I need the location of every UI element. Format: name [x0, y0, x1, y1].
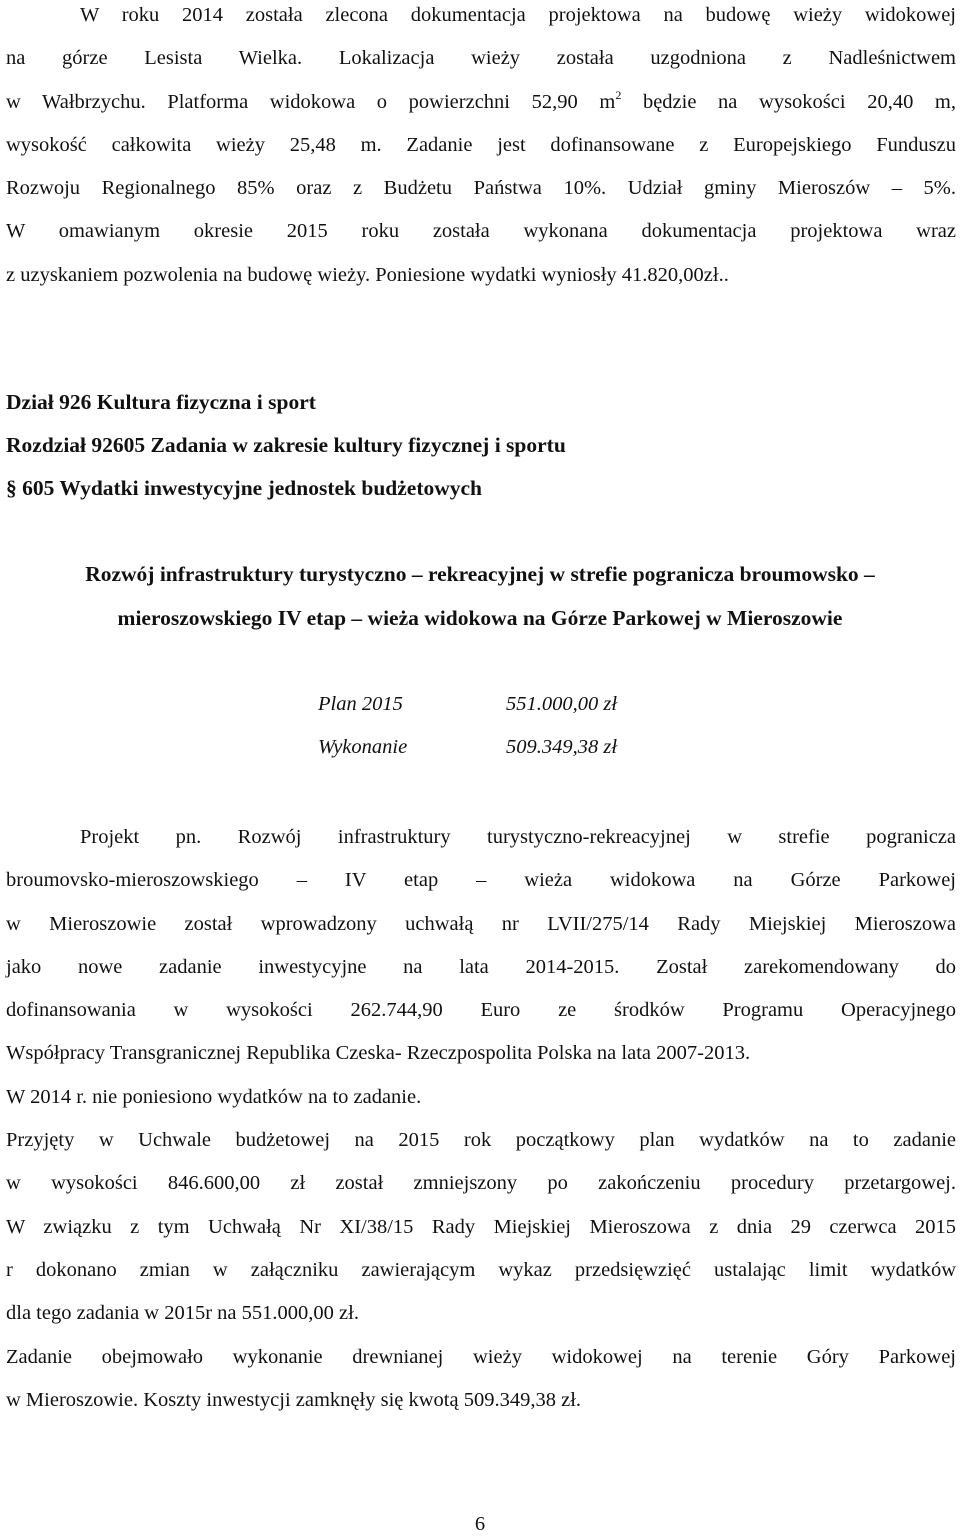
task-title-line: Rozwój infrastruktury turystyczno – rekreacyjnej w strefie pogranicza broumowsko – — [85, 562, 875, 586]
execution-row — [318, 736, 617, 759]
text-line: W omawianym okresie 2015 roku została wykonana dokumentacja projektowa wraz — [6, 220, 956, 243]
superscript: 2 — [615, 87, 622, 102]
paragraf-heading: § 605 Wydatki inwestycyjne jednostek budżetowych — [6, 476, 483, 500]
task-title-line: mieroszowskiego IV etap – wieża widokowa na Górze Parkowej w Mieroszowie — [117, 606, 843, 630]
plan-label: Plan 2015 — [318, 693, 403, 715]
text-line: Zadanie obejmowało wykonanie drewnianej wieży widokowej na terenie Góry Parkowej — [6, 1345, 956, 1368]
execution-label: Wykonanie — [318, 736, 408, 758]
text-segment: w Wałbrzychu. Platforma widokowa o powierzchni 52,90 m — [6, 90, 616, 113]
text-line: na górze Lesista Wielka. Lokalizacja wieży została uzgodniona z Nadleśnictwem — [6, 47, 956, 70]
text-line: W roku 2014 została zlecona dokumentacja projektowa na budowę wieży widokowej — [80, 4, 956, 26]
text-line: dofinansowania w wysokości 262.744,90 Euro ze środków Programu Operacyjnego — [6, 999, 956, 1022]
text-line: w Mieroszowie. Koszty inwestycji zamknęły się kwotą 509.349,38 zł. — [6, 1388, 582, 1411]
text-line — [6, 81, 956, 124]
page-number: 6 — [474, 1513, 486, 1535]
text-line: w wysokości 846.600,00 zł został zmniejszony po zakończeniu procedury przetargowej. — [6, 1172, 956, 1195]
text-line: dla tego zadania w 2015r na 551.000,00 zł. — [6, 1302, 359, 1325]
text-line: z uzyskaniem pozwolenia na budowę wieży. Poniesione wydatki wyniosły 41.820,00zł.. — [6, 263, 729, 286]
plan-row — [318, 693, 617, 716]
execution-value: 509.349,38 zł — [506, 736, 618, 758]
text-line: Przyjęty w Uchwale budżetowej na 2015 rok początkowy plan wydatków na to zadanie — [6, 1129, 956, 1152]
text-line: Współpracy Transgranicznej Republika Czeska- Rzeczpospolita Polska na lata 2007-2013. — [6, 1042, 751, 1065]
text-line: Projekt pn. Rozwój infrastruktury turystyczno-rekreacyjnej w strefie pogranicza — [80, 826, 956, 848]
plan-value: 551.000,00 zł — [506, 693, 618, 715]
body-paragraph — [6, 816, 956, 1422]
intro-paragraph — [6, 0, 956, 297]
text-segment: będzie na wysokości 20,40 m, — [642, 90, 957, 113]
text-line: broumovsko-mieroszowskiego – IV etap – wieża widokowa na Górze Parkowej — [6, 869, 956, 892]
text-line: r dokonano zmian w załączniku zawierającym wykaz przedsięwzięć ustalając limit wydatków — [6, 1258, 956, 1281]
text-line: w Mieroszowie został wprowadzony uchwałą nr LVII/275/14 Rady Miejskiej Mieroszowa — [6, 912, 956, 935]
text-line: W związku z tym Uchwałą Nr XI/38/15 Rady Miejskiej Mieroszowa z dnia 29 czerwca 2015 — [6, 1215, 956, 1238]
dzial-heading: Dział 926 Kultura fizyczna i sport — [6, 390, 316, 414]
text-line: Rozwoju Regionalnego 85% oraz z Budżetu Państwa 10%. Udział gminy Mieroszów – 5%. — [6, 177, 956, 200]
text-line: wysokość całkowita wieży 25,48 m. Zadanie jest dofinansowane z Europejskiego Funduszu — [6, 133, 956, 156]
rozdzial-heading: Rozdział 92605 Zadania w zakresie kultury fizycznej i sportu — [6, 433, 566, 457]
text-line: jako nowe zadanie inwestycyjne na lata 2014-2015. Został zarekomendowany do — [6, 955, 956, 978]
text-line: W 2014 r. nie poniesiono wydatków na to zadanie. — [6, 1085, 422, 1108]
